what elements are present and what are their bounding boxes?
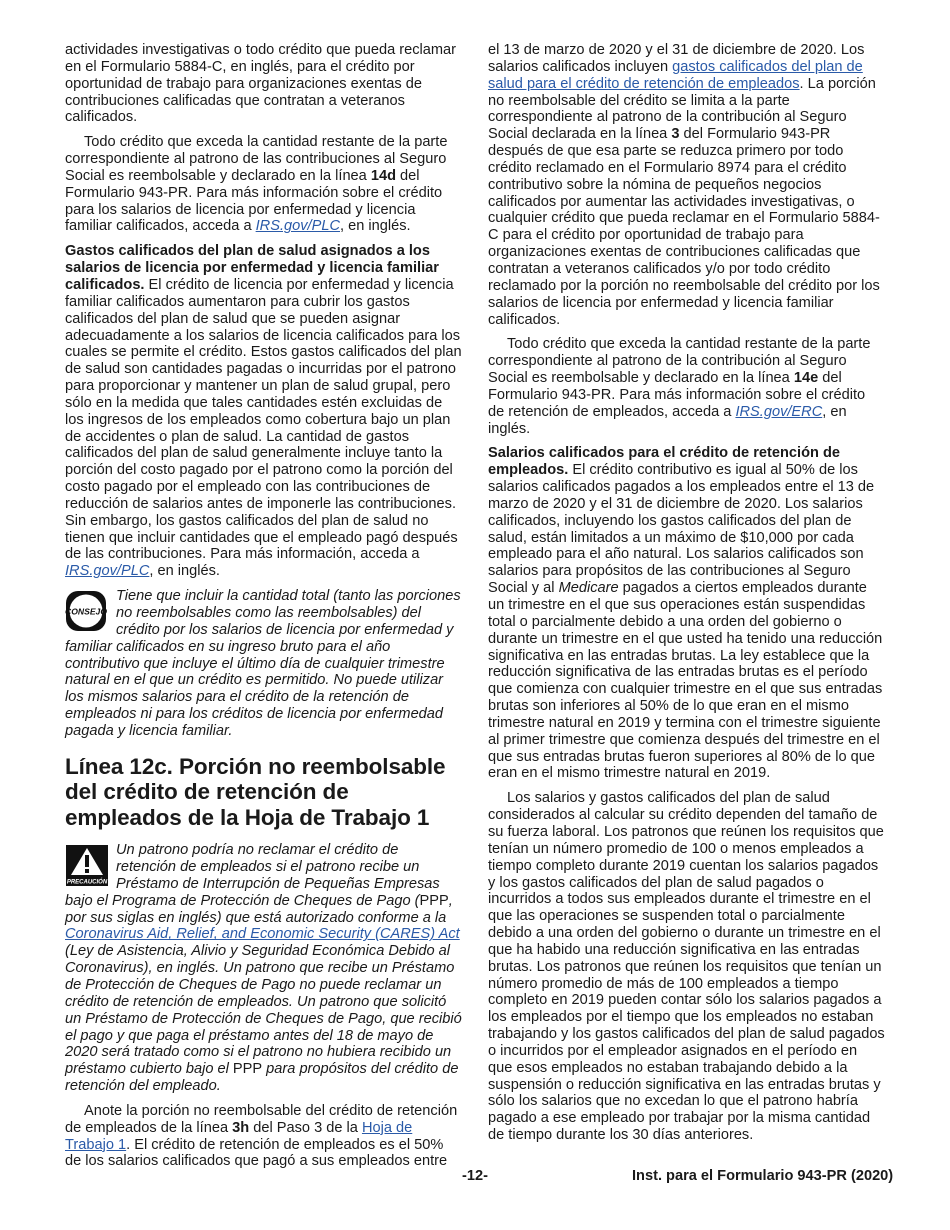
page-number: -12-	[462, 1168, 488, 1184]
paragraph: el 13 de marzo de 2020 y el 31 de diciembre de 2020. Los salarios calificados incluyen gastos calificados del plan de salud para el crédito de retención de empleados. La porción no reembolsable del crédito se limita a la parte correspondiente al patrono de la contribución al Seguro Social declarada en la línea 3 del Formulario 943-PR después de que esa parte se reduzca primero por todo crédito reclamado en el Formulario 8974 para el crédito contributivo sobre la nómina de pequeños negocios calificados por aumentar las actividades investigativas, o cualquier crédito que pueda reclamar en el Formulario 5884-C para el crédito por oportunidad de trabajo para organizaciones exentas de contribuciones calificadas que contratan a veteranos calificados y/o por todo crédito reclamado por la porción no reembolsable del crédito por los salarios de licencia por enfermedad y licencia familiar calificados.	[488, 42, 880, 328]
paragraph: actividades investigativas o todo crédito que pueda reclamar en el Formulario 5884-C, en inglés, para el crédito por oportunidad de trabajo para organizaciones exentas de contribuciones calificadas que contratan a veteranos calificados.	[65, 42, 457, 126]
subheading: Salarios calificados para el crédito de retención de empleados.	[488, 445, 841, 479]
health-plan-expenses-link[interactable]: gastos calificados del plan de salud para el crédito de retención de empleados	[488, 58, 863, 92]
hoja-de-trabajo-1-link[interactable]: Hoja de Trabajo 1	[65, 1119, 413, 1153]
svg-text:CONSEJO: CONSEJO	[65, 606, 108, 617]
caution-note: PRECAUCIÓN Un patrono podría no reclamar el crédito de retención de empleados si el patrono recibe un Préstamo de Interrupción de Pequeñas Empresas bajo el Programa de Protección de Cheques de Pago (PPP, por sus siglas en inglés) que está autorizado conforme a la Coronavirus Aid, Relief, and Economic Security (CARES) Act (Ley de Asistencia, Alivio y Seguridad Económica Debido al Coronavirus), en inglés. Un patrono que recibe un Préstamo de Protección de Cheques de Pago no puede reclamar un crédito de retención de empleados. Un patrono que solicitó un Préstamo de Protección de Cheques de Pago, que recibió el pago y que paga el préstamo antes del 18 de mayo de 2020 será tratado como si el patrono no hubiera recibido un préstamo cubierto bajo el PPP para propósitos del crédito de retención del empleado.	[65, 842, 462, 1095]
paragraph: Anote la porción no reembolsable del crédito de retención de empleados de la línea 3h del Paso 3 de la Hoja de Trabajo 1. El crédito de retención de empleados es el 50% de los salarios calificados que pagó a sus empleados entre	[65, 1102, 458, 1170]
paragraph: Todo crédito que exceda la cantidad restante de la parte correspondiente al patrono de la contribución al Seguro Social es reembolsable y declarado en la línea 14e del Formulario 943-PR. Para más información sobre el crédito de retención de empleados, acceda a IRS.gov/ERC, en inglés.	[488, 336, 871, 437]
irs-plc-link[interactable]: IRS.gov/PLC	[65, 563, 150, 580]
paragraph: Los salarios y gastos calificados del plan de salud considerados al calcular su crédito dependen del tamaño de su fuerza laboral. Los patronos que reúnen los requisitos que tenían un número promedio de 100 o menos empleados a tiempo completo durante 2019 cuentan los salarios pagados y los gastos calificados del plan de salud pagados o incurridos a todos sus empleados durante el trimestre en el que las operaciones se suspenden total o parcialmente debido a una orden del gobierno o durante un trimestre en el que ha habido una reducción significativa en las entradas brutas. Los patronos que reúnen los requisitos que tenían un número promedio de más de 100 empleados a tiempo completo en 2019 pueden contar sólo los salarios pagados a los empleados por el tiempo que los empleados no estaban trabajando y los gastos calificados del plan de salud pagados o incurridos por el empleador asignados en el período en que esos empleados no estaban trabajando debido a la suspensión o reducción significativa en las entradas brutas y sólo los salarios que no excedan lo que el patrono habría pagado a ese empleado por trabajar por la misma cantidad de tiempo durante los 30 días anteriores.	[488, 790, 885, 1144]
irs-plc-link[interactable]: IRS.gov/PLC	[255, 218, 340, 235]
irs-erc-link[interactable]: IRS.gov/ERC	[735, 403, 823, 420]
svg-text:PRECAUCIÓN: PRECAUCIÓN	[66, 879, 108, 886]
caution-icon	[65, 844, 109, 886]
cares-act-link[interactable]: Coronavirus Aid, Relief, and Economic Security (CARES) Act	[65, 926, 460, 943]
paragraph: Salarios calificados para el crédito de retención de empleados. El crédito contributivo es igual al 50% de los salarios calificados pagados a los empleados entre el 13 de marzo de 2020 y el 31 de diciembre de 2020. Los salarios calificados, incluyendo los gastos calificados del plan de salud, están limitados a un máximo de $10,000 por cada empleado para el año natural. Los salarios calificados son salarios para propósitos de las contribuciones al Seguro Social y al Medicare pagados a ciertos empleados durante un trimestre en el que sus operaciones están suspendidas total o parcialmente debido a una orden del gobierno o durante un trimestre en el que usted ha tenido una reducción significativa en las entradas brutas. La ley establece que la reducción significativa de las entradas brutas es el período que comienza con cualquier trimestre en el que sus entradas brutas son inferiores al 50% de lo que eran en el mismo trimestre natural en 2019 y termina con el trimestre siguiente al primer trimestre que comienza después del trimestre en el que sus entradas brutas fueron superiores al 80% de lo que eran en el mismo trimestre natural en 2019.	[488, 445, 883, 782]
consejo-icon	[65, 590, 109, 632]
section-heading: Línea 12c. Porción no reembolsable del crédito de retención de empleados de la Hoja de Trabajo 1	[65, 753, 446, 830]
right-column	[488, 42, 885, 1152]
tip-note: CONSEJO Tiene que incluir la cantidad total (tanto las porciones no reembolsables como las reembolsables) del crédito por los salarios de licencia por enfermedad y familiar calificados en su ingreso bruto para el año contributivo que incluye el último día de cualquier trimestre natural en el que un crédito es permitido. No puede utilizar los mismos salarios para el crédito de la retención de empleados ni para los créditos de licencia por enfermedad pagada y licencia familiar.	[65, 588, 461, 739]
subheading: Gastos calificados del plan de salud asignados a los salarios de licencia por enfermedad y licencia familiar calificados.	[65, 243, 439, 293]
document-title: Inst. para el Formulario 943-PR (2020)	[632, 1168, 894, 1184]
left-column	[65, 42, 462, 1178]
paragraph: Todo crédito que exceda la cantidad restante de la parte correspondiente al patrono de las contribuciones al Seguro Social es reembolsable y declarado en la línea 14d del Formulario 943-PR. Para más información sobre el crédito para los salarios de licencia por enfermedad y licencia familiar calificados, acceda a IRS.gov/PLC, en inglés.	[65, 134, 448, 235]
paragraph: Gastos calificados del plan de salud asignados a los salarios de licencia por enfermedad y licencia familiar calificados. El crédito de licencia por enfermedad y licencia familiar calificados aumentaron para cubrir los gastos calificados del plan de salud que se pueden asignar adecuadamente a los salarios de licencia calificados para los cuales se permite el crédito. Estos gastos calificados del plan de salud son cantidades pagadas o incurridas por el patrono para proporcionar y mantener un plan de salud grupal, pero sólo en la medida que tales cantidades estén excluidas de los ingresos de los empleados como cobertura bajo un plan de accidentes o plan de salud. La cantidad de gastos calificados del plan de salud generalmente incluye tanto la porción del costo pagado por el patrono como la porción del costo pagado por el empleado con las contribuciones de reducción de salarios antes de imponerle las contribuciones. Sin embargo, los gastos calificados del plan de salud no tienen que incluir cantidades que el empleado pagó después de las contribuciones. Para más información, acceda a IRS.gov/PLC, en inglés.	[65, 243, 462, 580]
